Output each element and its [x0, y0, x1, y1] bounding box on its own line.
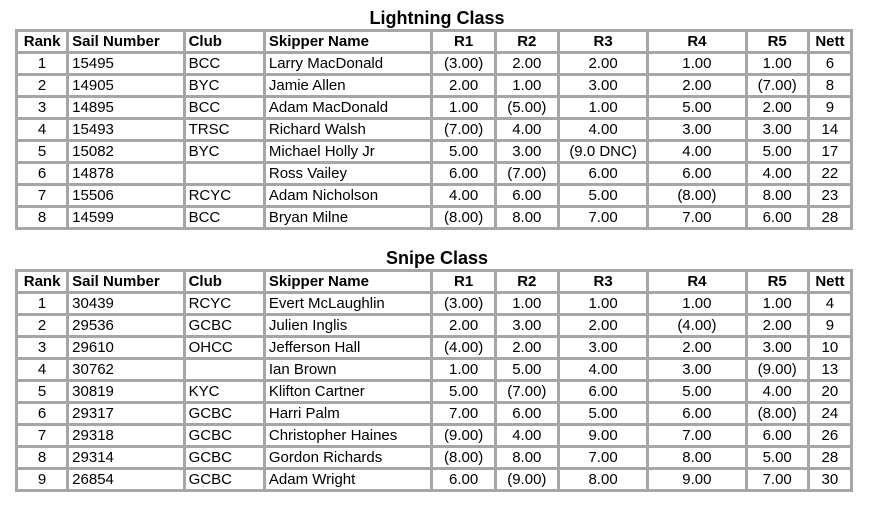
cell-r4: 2.00 [649, 338, 744, 357]
cell-skipper-name: Larry MacDonald [266, 54, 431, 73]
column-header-nett: Nett [810, 272, 850, 291]
cell-sail-number: 14878 [69, 164, 182, 183]
table-row [18, 164, 850, 183]
cell-r2: 1.00 [497, 76, 557, 95]
cell-r3: 7.00 [560, 208, 646, 227]
cell-r5: (7.00) [748, 76, 807, 95]
cell-sail-number: 30762 [69, 360, 182, 379]
cell-r2: 6.00 [497, 404, 557, 423]
cell-nett: 20 [810, 382, 850, 401]
cell-r1: (9.00) [433, 426, 493, 445]
lightning-class-section [15, 7, 853, 230]
cell-skipper-name: Julien Inglis [266, 316, 431, 335]
cell-r3: 5.00 [560, 186, 646, 205]
cell-skipper-name: Ross Vailey [266, 164, 431, 183]
cell-r1: 1.00 [433, 360, 493, 379]
table-row [18, 208, 850, 227]
cell-club: BCC [186, 54, 263, 73]
cell-r5: 6.00 [748, 208, 807, 227]
cell-r2: 8.00 [497, 208, 557, 227]
cell-rank: 4 [18, 120, 66, 139]
table-row [18, 120, 850, 139]
cell-r3: 5.00 [560, 404, 646, 423]
cell-rank: 2 [18, 316, 66, 335]
cell-r4: 1.00 [649, 294, 744, 313]
cell-r2: (5.00) [497, 98, 557, 117]
cell-club: BCC [186, 98, 263, 117]
cell-r2: 2.00 [497, 54, 557, 73]
table-row [18, 142, 850, 161]
cell-nett: 9 [810, 98, 850, 117]
cell-r2: 4.00 [497, 426, 557, 445]
cell-rank: 5 [18, 382, 66, 401]
cell-rank: 6 [18, 164, 66, 183]
table-row [18, 76, 850, 95]
cell-sail-number: 14895 [69, 98, 182, 117]
cell-nett: 24 [810, 404, 850, 423]
cell-sail-number: 14599 [69, 208, 182, 227]
cell-r1: 5.00 [433, 142, 493, 161]
cell-r4: 2.00 [649, 76, 744, 95]
cell-r2: 1.00 [497, 294, 557, 313]
cell-r5: 5.00 [748, 142, 807, 161]
column-header-club: Club [186, 32, 263, 51]
cell-r5: (9.00) [748, 360, 807, 379]
snipe-results-table [15, 269, 853, 492]
cell-r5: 7.00 [748, 470, 807, 489]
cell-r5: 2.00 [748, 316, 807, 335]
cell-skipper-name: Adam Wright [266, 470, 431, 489]
table-title: Lightning Class [369, 8, 505, 28]
cell-nett: 26 [810, 426, 850, 445]
column-header-r2: R2 [497, 32, 557, 51]
cell-r1: 6.00 [433, 164, 493, 183]
cell-club: BYC [186, 76, 263, 95]
cell-rank: 2 [18, 76, 66, 95]
column-header-rank: Rank [18, 272, 66, 291]
column-header-r5: R5 [748, 32, 807, 51]
cell-rank: 6 [18, 404, 66, 423]
cell-r5: 3.00 [748, 338, 807, 357]
cell-rank: 1 [18, 294, 66, 313]
cell-skipper-name: Jamie Allen [266, 76, 431, 95]
table-row [18, 470, 850, 489]
cell-r4: 3.00 [649, 120, 744, 139]
header-row [18, 272, 850, 291]
cell-r5: 2.00 [748, 98, 807, 117]
cell-sail-number: 26854 [69, 470, 182, 489]
cell-r1: (8.00) [433, 208, 493, 227]
cell-r5: 4.00 [748, 164, 807, 183]
cell-nett: 8 [810, 76, 850, 95]
cell-club: BYC [186, 142, 263, 161]
cell-sail-number: 15495 [69, 54, 182, 73]
table-row [18, 98, 850, 117]
cell-skipper-name: Jefferson Hall [266, 338, 431, 357]
cell-r5: 6.00 [748, 426, 807, 445]
cell-rank: 4 [18, 360, 66, 379]
cell-r1: (3.00) [433, 54, 493, 73]
cell-r1: (4.00) [433, 338, 493, 357]
column-header-skipper-name: Skipper Name [266, 272, 431, 291]
cell-skipper-name: Christopher Haines [266, 426, 431, 445]
table-row [18, 316, 850, 335]
cell-r1: 7.00 [433, 404, 493, 423]
cell-nett: 4 [810, 294, 850, 313]
cell-r5: 4.00 [748, 382, 807, 401]
cell-skipper-name: Gordon Richards [266, 448, 431, 467]
cell-r3: 4.00 [560, 120, 646, 139]
cell-r2: 5.00 [497, 360, 557, 379]
column-header-r1: R1 [433, 272, 493, 291]
cell-nett: 14 [810, 120, 850, 139]
cell-sail-number: 29317 [69, 404, 182, 423]
cell-rank: 8 [18, 448, 66, 467]
table-row [18, 448, 850, 467]
cell-r3: 6.00 [560, 164, 646, 183]
cell-rank: 7 [18, 426, 66, 445]
cell-r2: (7.00) [497, 164, 557, 183]
cell-r1: (3.00) [433, 294, 493, 313]
cell-r4: 9.00 [649, 470, 744, 489]
table-row [18, 54, 850, 73]
cell-sail-number: 29610 [69, 338, 182, 357]
cell-club: RCYC [186, 294, 263, 313]
cell-r2: (9.00) [497, 470, 557, 489]
cell-r4: 1.00 [649, 54, 744, 73]
cell-skipper-name: Evert McLaughlin [266, 294, 431, 313]
cell-skipper-name: Adam MacDonald [266, 98, 431, 117]
cell-r3: 6.00 [560, 382, 646, 401]
cell-club [186, 164, 263, 183]
cell-r5: (8.00) [748, 404, 807, 423]
table-row [18, 404, 850, 423]
cell-sail-number: 15493 [69, 120, 182, 139]
cell-nett: 30 [810, 470, 850, 489]
cell-club: KYC [186, 382, 263, 401]
cell-r3: 2.00 [560, 316, 646, 335]
table-row [18, 360, 850, 379]
cell-r3: 9.00 [560, 426, 646, 445]
cell-r4: 6.00 [649, 404, 744, 423]
cell-r1: 2.00 [433, 76, 493, 95]
cell-sail-number: 30819 [69, 382, 182, 401]
cell-rank: 5 [18, 142, 66, 161]
cell-sail-number: 15082 [69, 142, 182, 161]
cell-r2: 8.00 [497, 448, 557, 467]
cell-r4: 5.00 [649, 98, 744, 117]
cell-rank: 9 [18, 470, 66, 489]
cell-r1: 5.00 [433, 382, 493, 401]
column-header-r1: R1 [433, 32, 493, 51]
cell-club: GCBC [186, 404, 263, 423]
column-header-r4: R4 [649, 32, 744, 51]
lightning-results-table [15, 29, 853, 230]
cell-club [186, 360, 263, 379]
cell-r1: 6.00 [433, 470, 493, 489]
cell-skipper-name: Michael Holly Jr [266, 142, 431, 161]
cell-r2: 3.00 [497, 142, 557, 161]
cell-r1: (8.00) [433, 448, 493, 467]
cell-r1: 2.00 [433, 316, 493, 335]
cell-club: GCBC [186, 316, 263, 335]
cell-nett: 17 [810, 142, 850, 161]
cell-r4: 5.00 [649, 382, 744, 401]
cell-r5: 1.00 [748, 54, 807, 73]
cell-club: GCBC [186, 426, 263, 445]
table-row [18, 382, 850, 401]
cell-club: TRSC [186, 120, 263, 139]
table-row [18, 186, 850, 205]
column-header-sail-number: Sail Number [69, 272, 182, 291]
cell-sail-number: 30439 [69, 294, 182, 313]
cell-skipper-name: Richard Walsh [266, 120, 431, 139]
cell-r1: 4.00 [433, 186, 493, 205]
cell-r2: 2.00 [497, 338, 557, 357]
column-header-r3: R3 [560, 272, 646, 291]
cell-r4: (4.00) [649, 316, 744, 335]
cell-nett: 28 [810, 208, 850, 227]
table-title: Snipe Class [385, 248, 489, 268]
cell-r3: (9.0 DNC) [560, 142, 646, 161]
cell-r4: 7.00 [649, 426, 744, 445]
cell-skipper-name: Bryan Milne [266, 208, 431, 227]
header-row [18, 32, 850, 51]
cell-r4: 7.00 [649, 208, 744, 227]
cell-rank: 1 [18, 54, 66, 73]
column-header-r4: R4 [649, 272, 744, 291]
snipe-class-section [15, 247, 853, 492]
cell-rank: 7 [18, 186, 66, 205]
cell-club: GCBC [186, 470, 263, 489]
cell-rank: 3 [18, 338, 66, 357]
cell-rank: 8 [18, 208, 66, 227]
cell-skipper-name: Harri Palm [266, 404, 431, 423]
column-header-club: Club [186, 272, 263, 291]
cell-skipper-name: Ian Brown [266, 360, 431, 379]
table-row [18, 426, 850, 445]
cell-club: OHCC [186, 338, 263, 357]
table-row [18, 338, 850, 357]
cell-r2: 3.00 [497, 316, 557, 335]
column-header-rank: Rank [18, 32, 66, 51]
cell-sail-number: 14905 [69, 76, 182, 95]
cell-r4: 4.00 [649, 142, 744, 161]
column-header-r2: R2 [497, 272, 557, 291]
cell-r2: 4.00 [497, 120, 557, 139]
cell-nett: 28 [810, 448, 850, 467]
cell-sail-number: 15506 [69, 186, 182, 205]
cell-r4: 6.00 [649, 164, 744, 183]
cell-sail-number: 29318 [69, 426, 182, 445]
column-header-r5: R5 [748, 272, 807, 291]
cell-r3: 1.00 [560, 294, 646, 313]
cell-nett: 9 [810, 316, 850, 335]
cell-sail-number: 29314 [69, 448, 182, 467]
table-row [18, 294, 850, 313]
cell-r2: (7.00) [497, 382, 557, 401]
cell-nett: 22 [810, 164, 850, 183]
cell-club: GCBC [186, 448, 263, 467]
cell-rank: 3 [18, 98, 66, 117]
cell-r3: 3.00 [560, 338, 646, 357]
cell-skipper-name: Klifton Cartner [266, 382, 431, 401]
column-header-sail-number: Sail Number [69, 32, 182, 51]
cell-r1: 1.00 [433, 98, 493, 117]
cell-r3: 4.00 [560, 360, 646, 379]
cell-r3: 8.00 [560, 470, 646, 489]
cell-r5: 5.00 [748, 448, 807, 467]
cell-r4: 8.00 [649, 448, 744, 467]
cell-skipper-name: Adam Nicholson [266, 186, 431, 205]
cell-sail-number: 29536 [69, 316, 182, 335]
cell-r1: (7.00) [433, 120, 493, 139]
cell-r5: 3.00 [748, 120, 807, 139]
column-header-r3: R3 [560, 32, 646, 51]
cell-club: BCC [186, 208, 263, 227]
cell-nett: 23 [810, 186, 850, 205]
cell-r3: 7.00 [560, 448, 646, 467]
cell-r4: (8.00) [649, 186, 744, 205]
cell-r3: 3.00 [560, 76, 646, 95]
column-header-nett: Nett [810, 32, 850, 51]
cell-r5: 8.00 [748, 186, 807, 205]
cell-r3: 2.00 [560, 54, 646, 73]
cell-r2: 6.00 [497, 186, 557, 205]
cell-r5: 1.00 [748, 294, 807, 313]
cell-nett: 6 [810, 54, 850, 73]
cell-nett: 10 [810, 338, 850, 357]
cell-r4: 3.00 [649, 360, 744, 379]
cell-r3: 1.00 [560, 98, 646, 117]
cell-nett: 13 [810, 360, 850, 379]
cell-club: RCYC [186, 186, 263, 205]
column-header-skipper-name: Skipper Name [266, 32, 431, 51]
